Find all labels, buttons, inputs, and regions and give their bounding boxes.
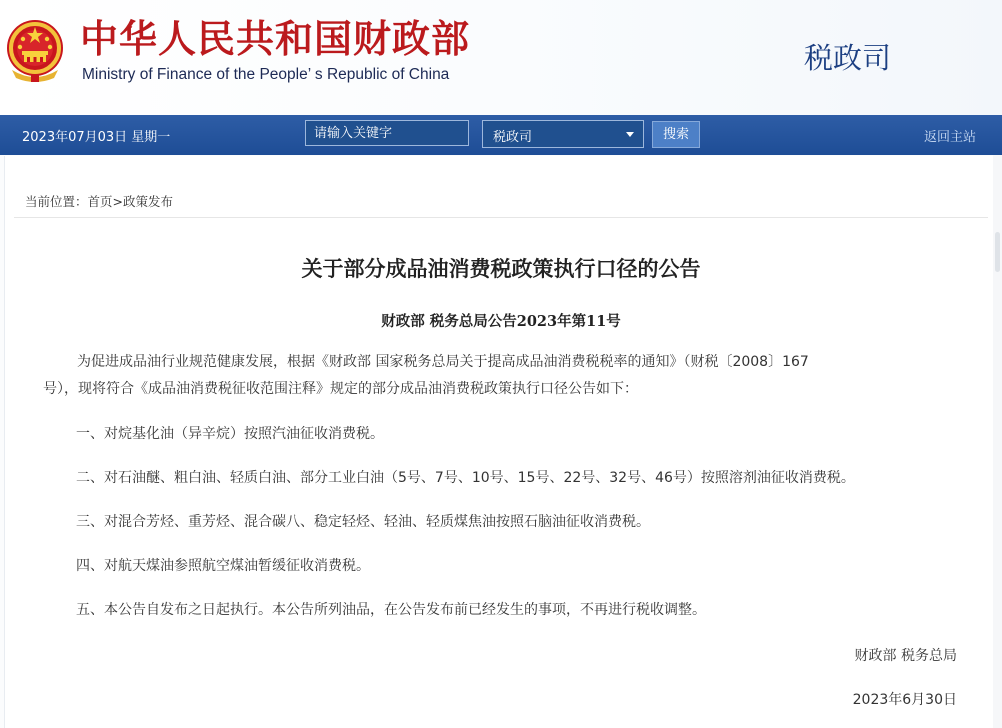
site-title: 中华人民共和国财政部	[80, 16, 471, 61]
site-header	[0, 0, 1002, 115]
article-item: 五、本公告自发布之日起执行。本公告所列油品，在公告发布前已经发生的事项，不再进行税收调整。	[76, 602, 706, 618]
chevron-down-icon	[626, 132, 634, 137]
article-title: 关于部分成品油消费税政策执行口径的公告	[301, 257, 701, 281]
search-button[interactable]: 搜索	[652, 121, 700, 148]
article-date: 2023年6月30日	[852, 692, 957, 708]
article-intro-line-1: 为促进成品油行业规范健康发展，根据《财政部 国家税务总局关于提高成品油消费税税率的通知》（财税〔2008〕167	[77, 354, 809, 370]
article-item: 三、对混合芳烃、重芳烃、混合碳八、稳定轻烃、轻油、轻质煤焦油按照石脑油征收消费税。	[76, 514, 650, 530]
site-subtitle: Ministry of Finance of the People’ s Republic of China	[82, 66, 450, 83]
home-link[interactable]: 返回主站	[924, 130, 977, 145]
current-date: 2023年07月03日 星期一	[22, 130, 171, 145]
national-emblem-icon	[4, 18, 66, 84]
article-intro-line-2: 号），现将符合《成品油消费税征收范围注释》规定的部分成品油消费税政策执行口径公告如下：	[43, 381, 638, 397]
nav-bar	[0, 115, 1002, 155]
search-scope-select[interactable]	[482, 120, 644, 148]
department-name: 税政司	[804, 41, 892, 75]
breadcrumb-separator: >	[112, 194, 124, 209]
breadcrumb-prefix: 当前位置：	[25, 194, 88, 209]
breadcrumb-home-link[interactable]: 首页	[87, 194, 113, 209]
document-number: 财政部 税务总局公告2023年第11号	[381, 313, 621, 330]
search-scope-value: 税政司	[493, 130, 533, 145]
breadcrumb	[25, 192, 173, 210]
article-item: 一、对烷基化油（异辛烷）按照汽油征收消费税。	[76, 426, 384, 442]
search-input[interactable]	[305, 120, 469, 146]
breadcrumb-current-link[interactable]: 政策发布	[123, 194, 174, 209]
article-signature: 财政部 税务总局	[854, 648, 957, 664]
article-item: 四、对航天煤油参照航空煤油暂缓征收消费税。	[76, 558, 370, 574]
divider	[14, 217, 988, 218]
article-item: 二、对石油醚、粗白油、轻质白油、部分工业白油（5号、7号、10号、15号、22号、32号、46号）按照溶剂油征收消费税。	[76, 470, 855, 486]
